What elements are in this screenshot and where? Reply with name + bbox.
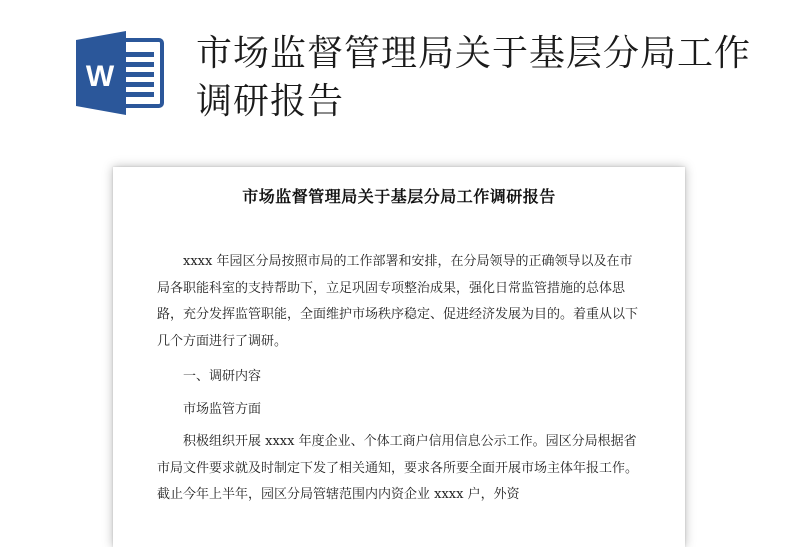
word-document-icon: [74, 30, 166, 116]
word-icon-letter: W: [85, 60, 115, 93]
document-page: [113, 167, 685, 547]
subsection-heading: 市场监管方面: [183, 401, 262, 417]
paragraph-intro: xxxx 年园区分局按照市局的工作部署和安排，在分局领导的正确领导以及在市局各职能科室的支持帮助下，立足巩固专项整治成果，强化日常监管措施的总体思路，充分发挥监管职能，全面维护市场秩序稳定、促进经济发展为目的。着重从以下几个方面进行了调研。: [157, 254, 639, 349]
document-body: [157, 249, 643, 509]
header: [0, 0, 800, 150]
document-title: 市场监督管理局关于基层分局工作调研报告: [242, 187, 556, 206]
section-heading: 一、调研内容: [183, 369, 262, 384]
page-title: 市场监督管理局关于基层分局工作调研报告: [196, 33, 752, 122]
paragraph-market-supervision: 积极组织开展 xxxx 年度企业、个体工商户信用信息公示工作。园区分局根据省市局文件要求就及时制定下发了相关通知，要求各所要全面开展市场主体年报工作。截止今年上半年，园区分局管辖范围内内资企业 xxxx 户，外资: [157, 434, 639, 502]
